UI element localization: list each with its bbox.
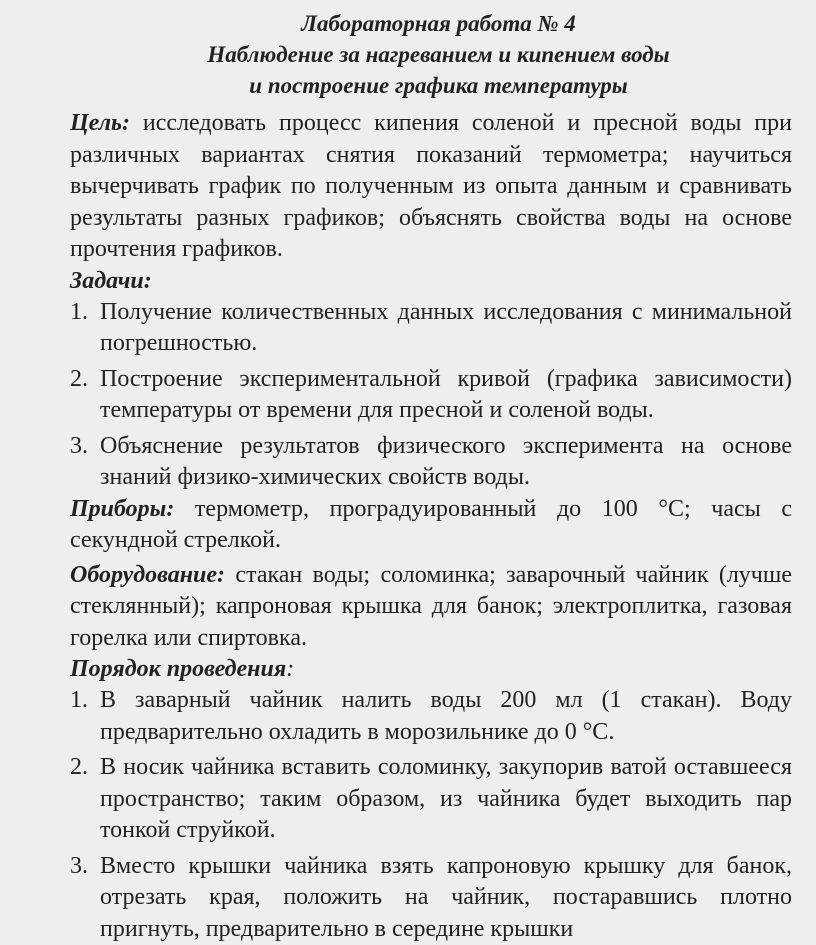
title-line-1: Лабораторная работа № 4 [85,8,792,39]
goal-label: Цель: [70,110,130,136]
procedure-label: Порядок проведения [70,656,286,682]
task-number: 2. [70,364,88,396]
task-text: Получение количественных данных исследования с минимальной погрешностью. [100,299,792,357]
task-item [70,297,792,360]
equipment-label: Оборудование: [70,562,225,588]
goal-paragraph [70,108,792,266]
tasks-list [70,297,792,494]
task-text: Построение экспериментальной кривой (графика зависимости) температуры от времени для пресной и соленой воды. [100,366,792,424]
procedure-colon: : [286,656,294,682]
task-text: Объяснение результатов физического эксперимента на основе знаний физико-химических свойств воды. [100,433,792,491]
task-item [70,431,792,494]
procedure-item [70,752,792,847]
procedure-list [70,685,792,945]
title-line-2: Наблюдение за нагреванием и кипением воды [85,39,792,70]
procedure-text: Вместо крышки чайника взять капроновую крышку для банок, отрезать края, положить на чайник, постаравшись плотно пригнуть, предварительно в середине крышки [100,853,792,942]
procedure-number: 1. [70,685,88,717]
procedure-text: В носик чайника вставить соломинку, закупорив ватой оставшееся пространство; таким образом, из чайника будет выходить пар тонкой струйкой. [100,754,792,843]
equipment-text: стакан воды; соломинка; заварочный чайник (лучше стеклянный); капроновая крышка для банок; электроплитка, газовая горелка или спиртовка. [70,562,792,651]
document-title [70,8,792,101]
task-number: 3. [70,431,88,463]
equipment-paragraph [70,560,792,655]
procedure-number: 3. [70,851,88,883]
title-line-3: и построение графика температуры [85,70,792,101]
goal-text: исследовать процесс кипения соленой и пресной воды при различных вариантах снятия показаний термометра; научиться вычерчивать график по полученным из опыта данным и сравнивать результаты разных графиков; объяснять свойства воды на основе прочтения графиков. [70,110,792,262]
instruments-label: Приборы: [70,496,174,522]
instruments-paragraph [70,494,792,557]
procedure-heading [70,654,792,685]
task-number: 1. [70,297,88,329]
tasks-heading: Задачи: [70,266,792,297]
task-item [70,364,792,427]
procedure-text: В заварный чайник налить воды 200 мл (1 стакан). Воду предварительно охладить в морозильнике до 0 °C. [100,687,792,745]
procedure-number: 2. [70,752,88,784]
procedure-item [70,851,792,945]
instruments-text: термометр, проградуированный до 100 °C; часы с секундной стрелкой. [70,496,792,554]
procedure-item [70,685,792,748]
